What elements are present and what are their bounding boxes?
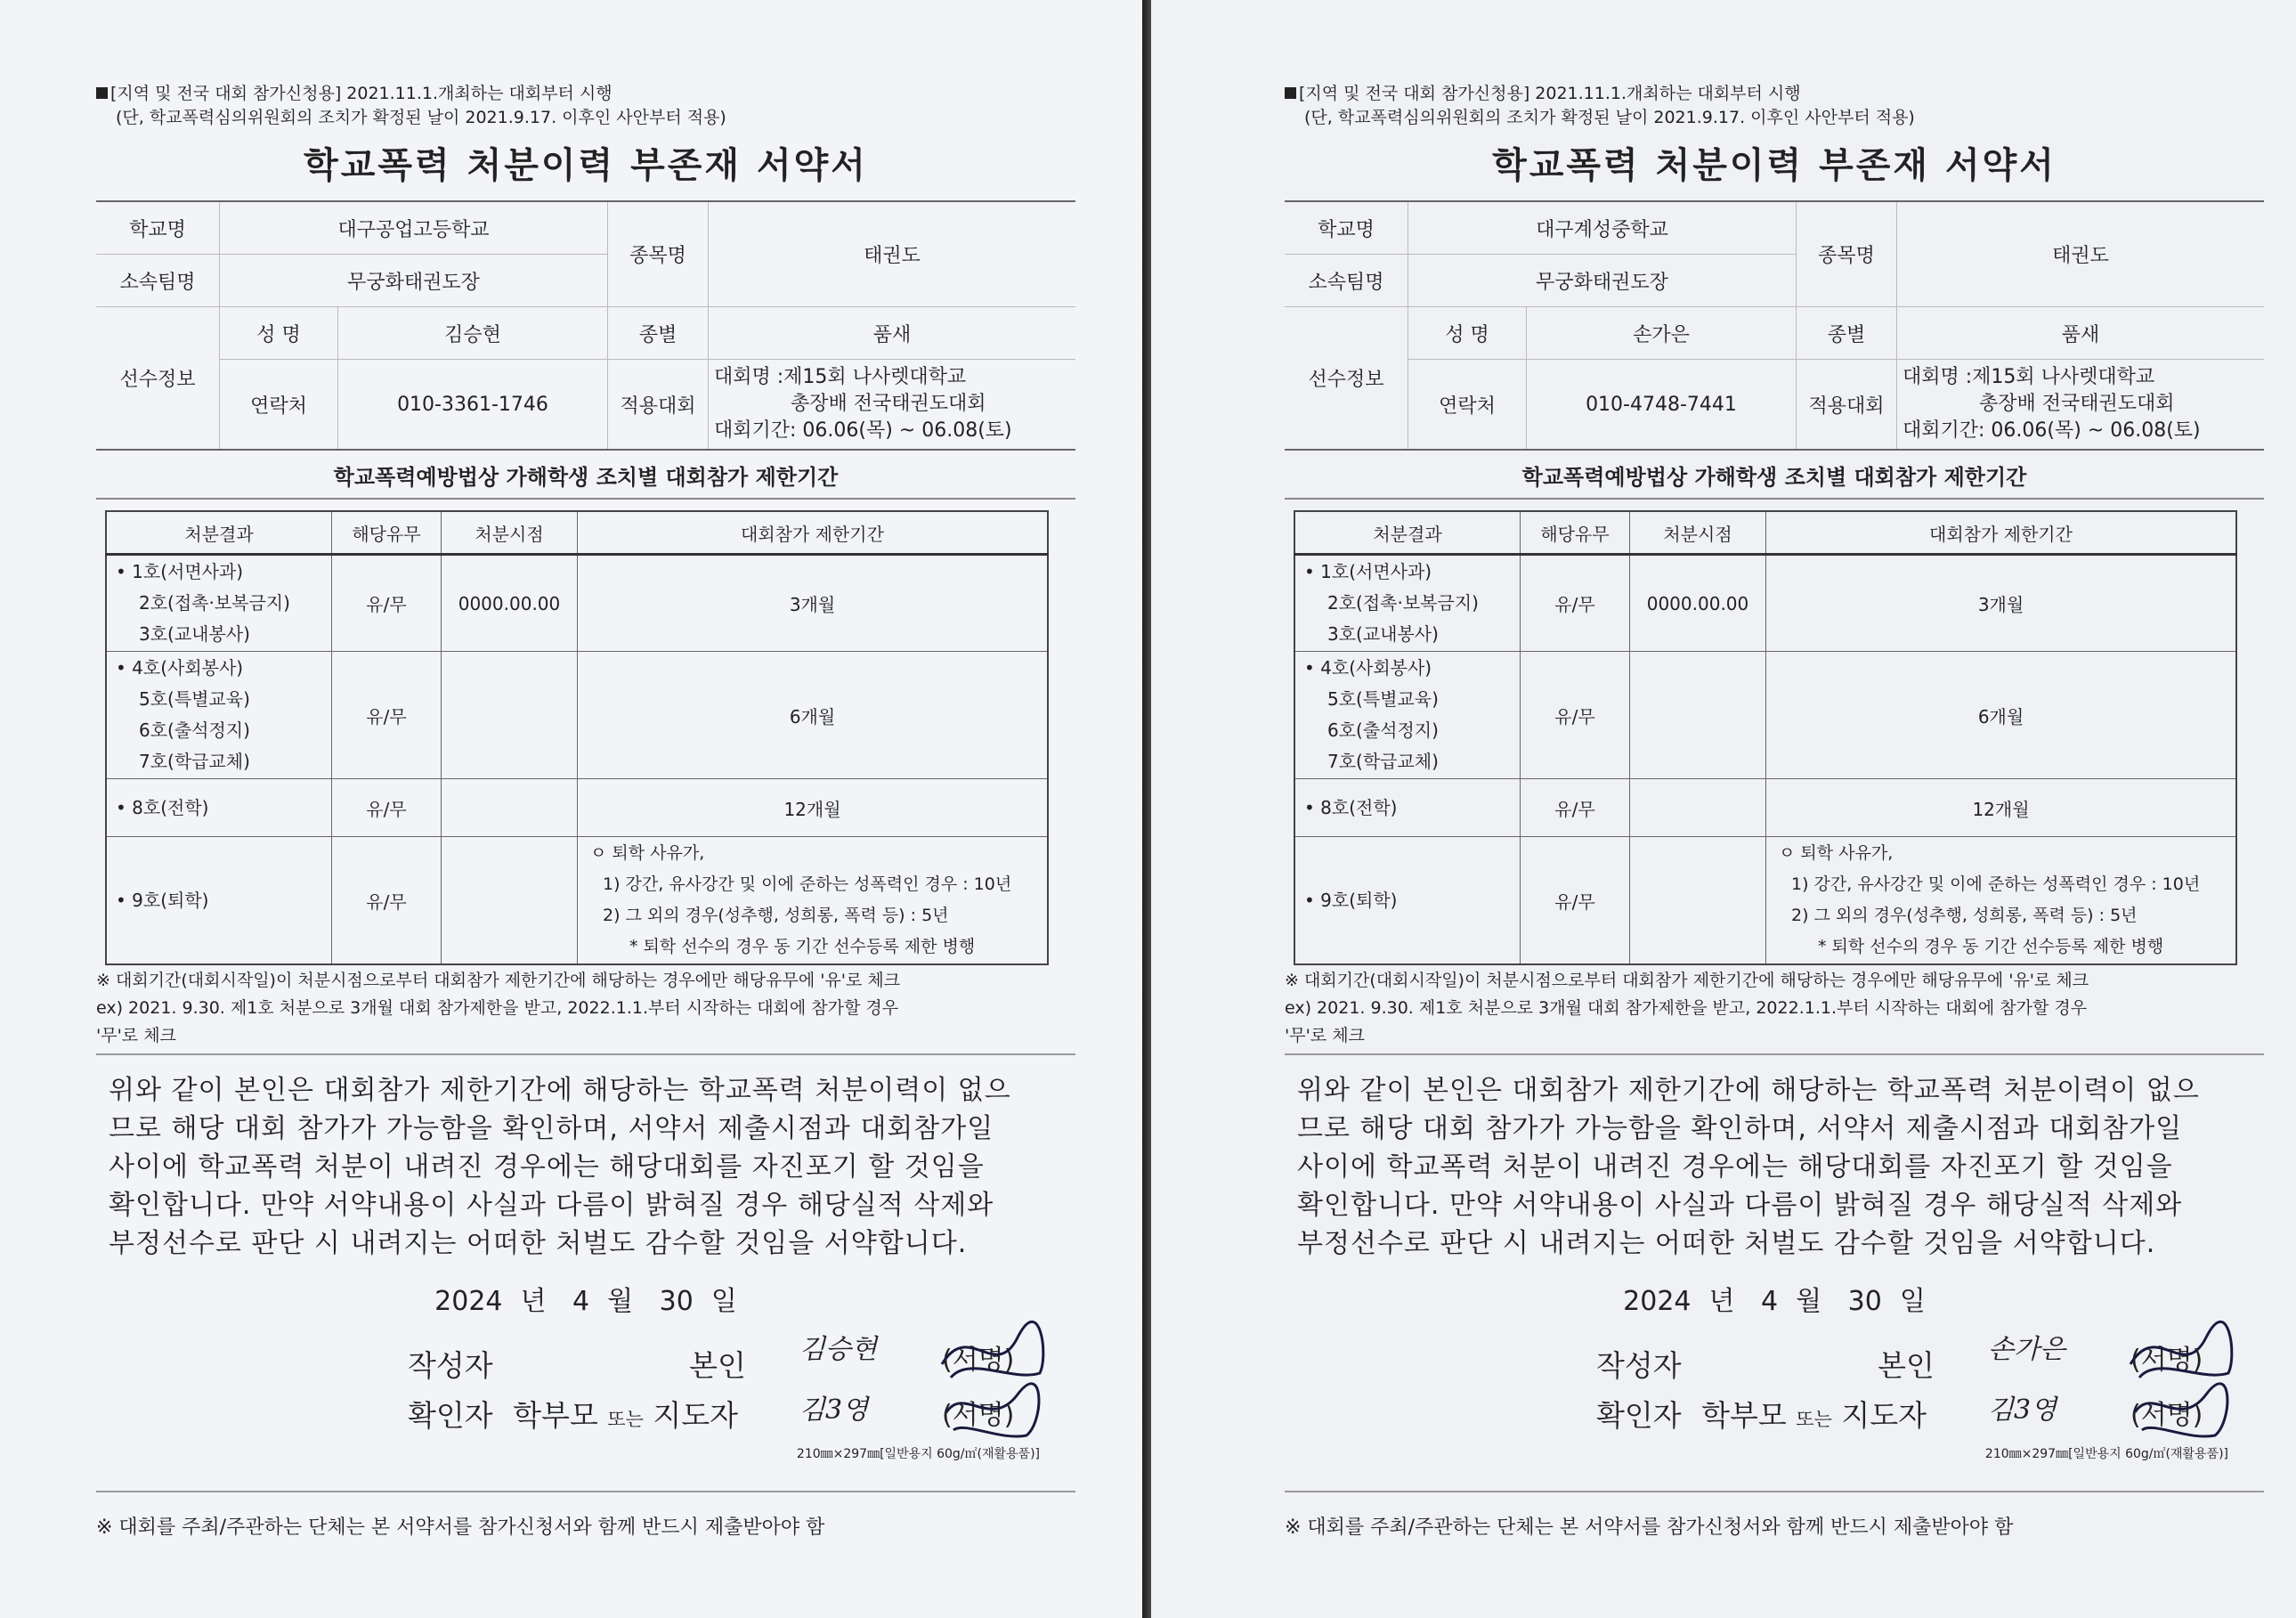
table-row [106, 652, 1048, 779]
disposition-date-cell [1630, 779, 1766, 837]
disposition-cell [106, 652, 332, 779]
date-month: 4 [572, 1286, 590, 1317]
restriction-table [105, 510, 1049, 965]
restriction-subtitle: 학교폭력예방법상 가해학생 조치별 대회참가 제한기간 [96, 451, 1075, 500]
restriction-period-cell: 6개월 [1766, 652, 2237, 779]
coach-seal-scribble [2126, 1377, 2251, 1448]
col-header: 처분결과 [106, 511, 332, 555]
table-row [106, 779, 1048, 837]
col-header: 처분시점 [1630, 511, 1766, 555]
col-header: 해당유무 [1521, 511, 1630, 555]
date-year: 2024 [434, 1286, 503, 1317]
label-category: 종별 [608, 307, 709, 360]
self-seal-label: (서명) [942, 1345, 1015, 1376]
footer-note: ※ 대회를 주최/주관하는 단체는 본 서약서를 참가신청서와 함께 반드시 제출받아야 함 [1285, 1491, 2264, 1540]
disposition-line: 5호(특별교육) [139, 688, 250, 710]
disposition-cell: • 8호(전학) [1294, 779, 1521, 837]
date-day: 30 [659, 1286, 694, 1317]
disposition-cell [1294, 555, 1521, 652]
date-day: 30 [1847, 1286, 1882, 1317]
pledge-line: 사이에 학교폭력 처분이 내려진 경우에는 해당대회를 자진포기 할 것임을 [109, 1151, 985, 1183]
pledge-line: 확인합니다. 만약 서약내용이 사실과 다름이 밝혀질 경우 해당실적 삭제와 [109, 1190, 994, 1221]
value-meet [1897, 360, 2265, 451]
meet-period-line: 대회기간: 06.06(목) ~ 06.08(토) [1903, 419, 2201, 442]
pledge-text [109, 1071, 1075, 1263]
value-name: 김승현 [338, 307, 608, 360]
expulsion-line: 1) 강간, 유사강간 및 이에 준하는 성폭력인 경우 : 10년 [603, 874, 1012, 894]
disposition-line: • 1호(서면사과) [116, 561, 244, 582]
label-school: 학교명 [96, 201, 220, 255]
paper-spec: 210㎜×297㎜[일반용지 60g/㎡(재활용품)] [796, 1447, 1040, 1461]
col-header: 처분결과 [1294, 511, 1521, 555]
expulsion-line: 1) 강간, 유사강간 및 이에 준하는 성폭력인 경우 : 10년 [1791, 874, 2201, 894]
footer-note: ※ 대회를 주최/주관하는 단체는 본 서약서를 참가신청서와 함께 반드시 제출받아야 함 [96, 1491, 1075, 1540]
label-athlete-info: 선수정보 [1285, 307, 1408, 451]
confirmer-row [408, 1393, 738, 1435]
author-label: 작성자 [1596, 1348, 1682, 1383]
pledge-line: 므로 해당 대회 참가가 가능함을 확인하며, 서약서 제출시점과 대회참가일 [1297, 1113, 2183, 1144]
restriction-period-cell: 3개월 [578, 555, 1049, 652]
applicable-cell: 유/무 [332, 837, 442, 965]
disposition-date-cell [442, 837, 578, 965]
date-day-unit: 일 [1899, 1286, 1926, 1317]
disposition-line: 3호(교내봉사) [1327, 623, 1439, 645]
label-team: 소속팀명 [1285, 255, 1408, 307]
disposition-line: • 1호(서면사과) [1304, 561, 1432, 582]
disposition-cell [106, 555, 332, 652]
value-school: 대구계성중학교 [1408, 201, 1797, 255]
label-category: 종별 [1797, 307, 1897, 360]
coach-seal-scribble [937, 1377, 1062, 1448]
pledge-date [96, 1279, 1075, 1318]
disposition-line: 7호(학급교체) [1327, 751, 1439, 772]
col-header: 해당유무 [332, 511, 442, 555]
applicable-cell: 유/무 [1521, 837, 1630, 965]
expulsion-line: * 퇴학 선수의 경우 동 기간 선수등록 제한 병행 [1818, 937, 2164, 956]
value-category: 품새 [1897, 307, 2265, 360]
coach-seal-label: (서명) [942, 1400, 1015, 1431]
self-signature: 손가은 [1988, 1334, 2065, 1365]
value-school: 대구공업고등학교 [220, 201, 608, 255]
header-note-sub: (단, 학교폭력심의위원회의 조치가 확정된 날이 2021.9.17. 이후인 사안부터 적용) [116, 108, 726, 127]
pledge-form-right [1151, 0, 2296, 1618]
self-signature: 김승현 [799, 1334, 877, 1365]
label-event: 종목명 [1797, 201, 1897, 307]
divider [1285, 1053, 2264, 1055]
meet-name-line: 대회명 :제15회 나사렛대학교 [1903, 366, 2155, 388]
label-name: 성 명 [1408, 307, 1527, 360]
disposition-cell: • 8호(전학) [106, 779, 332, 837]
coach-label: 지도자 [653, 1398, 738, 1433]
value-meet [709, 360, 1076, 451]
restriction-period-cell [1766, 837, 2237, 965]
author-label: 작성자 [408, 1348, 493, 1383]
disposition-cell: • 9호(퇴학) [106, 837, 332, 965]
disposition-date-cell [442, 779, 578, 837]
label-school: 학교명 [1285, 201, 1408, 255]
disposition-line: 7호(학급교체) [139, 751, 250, 772]
value-contact: 010-3361-1746 [338, 360, 608, 451]
label-contact: 연락처 [220, 360, 338, 451]
disposition-date-cell [442, 652, 578, 779]
applicable-cell: 유/무 [1521, 779, 1630, 837]
meet-period-line: 대회기간: 06.06(목) ~ 06.08(토) [714, 419, 1012, 442]
label-event: 종목명 [608, 201, 709, 307]
confirmer-row [1596, 1393, 1927, 1435]
disposition-line: 2호(접촉·보복금지) [1327, 592, 1479, 614]
restriction-period-cell [578, 837, 1049, 965]
divider [96, 1053, 1075, 1055]
applicable-cell: 유/무 [332, 779, 442, 837]
col-header: 처분시점 [442, 511, 578, 555]
value-event: 태권도 [709, 201, 1076, 307]
restriction-table [1294, 510, 2237, 965]
col-header: 대회참가 제한기간 [1766, 511, 2237, 555]
square-bullet-icon [1285, 87, 1296, 99]
expulsion-line: * 퇴학 선수의 경우 동 기간 선수등록 제한 병행 [629, 937, 976, 956]
confirmer-label: 확인자 [408, 1398, 493, 1433]
confirmer-label: 확인자 [1596, 1398, 1682, 1433]
label-name: 성 명 [220, 307, 338, 360]
value-event: 태권도 [1897, 201, 2265, 307]
applicable-cell: 유/무 [1521, 555, 1630, 652]
pledge-line: 므로 해당 대회 참가가 가능함을 확인하며, 서약서 제출시점과 대회참가일 [109, 1113, 994, 1144]
table-row [106, 555, 1048, 652]
disposition-line: 3호(교내봉사) [139, 623, 250, 645]
footnote-example: ex) 2021. 9.30. 제1호 처분으로 3개월 대회 참가제한을 받고, 2022.1.1.부터 시작하는 대회에 참가할 경우 [96, 998, 899, 1018]
meet-name-line: 총장배 전국태권도대회 [1979, 393, 2175, 415]
label-applicable-meet: 적용대회 [1797, 360, 1897, 451]
form-body [1285, 82, 2264, 1540]
or-label: 또는 [607, 1409, 644, 1430]
col-header: 대회참가 제한기간 [578, 511, 1049, 555]
table-row [1294, 555, 2236, 652]
date-day-unit: 일 [710, 1286, 737, 1317]
pledge-line: 위와 같이 본인은 대회참가 제한기간에 해당하는 학교폭력 처분이력이 없으 [1297, 1075, 2200, 1106]
meet-name-line: 총장배 전국태권도대회 [791, 393, 986, 415]
paper-spec: 210㎜×297㎜[일반용지 60g/㎡(재활용품)] [1984, 1447, 2228, 1461]
value-team: 무궁화태권도장 [1408, 255, 1797, 307]
self-label: 본인 [1878, 1348, 1935, 1383]
meet-name-line: 대회명 :제15회 나사렛대학교 [714, 366, 967, 388]
form-title: 학교폭력 처분이력 부존재 서약서 [304, 145, 868, 186]
disposition-line: • 4호(사회봉사) [116, 657, 244, 679]
disposition-line: 6호(출석정지) [139, 720, 250, 741]
pledge-line: 확인합니다. 만약 서약내용이 사실과 다름이 밝혀질 경우 해당실적 삭제와 [1297, 1190, 2183, 1221]
value-category: 품새 [709, 307, 1076, 360]
table-row [1294, 779, 2236, 837]
form-title: 학교폭력 처분이력 부존재 서약서 [1492, 145, 2057, 186]
footnote-example-cont: '무'로 체크 [96, 1026, 176, 1045]
restriction-period-cell: 3개월 [1766, 555, 2237, 652]
disposition-cell [1294, 652, 1521, 779]
form-body [96, 82, 1075, 1540]
pledge-line: 사이에 학교폭력 처분이 내려진 경우에는 해당대회를 자진포기 할 것임을 [1297, 1151, 2173, 1183]
expulsion-line: 2) 그 외의 경우(성추행, 성희롱, 폭력 등) : 5년 [603, 906, 949, 925]
author-row [408, 1343, 746, 1385]
value-team: 무궁화태권도장 [220, 255, 608, 307]
pledge-line: 부정선수로 판단 시 내려지는 어떠한 처벌도 감수할 것임을 서약합니다. [109, 1228, 968, 1259]
applicable-cell: 유/무 [332, 652, 442, 779]
expulsion-line: 2) 그 외의 경우(성추행, 성희롱, 폭력 등) : 5년 [1791, 906, 2138, 925]
date-year: 2024 [1623, 1286, 1692, 1317]
pledge-line: 부정선수로 판단 시 내려지는 어떠한 처벌도 감수할 것임을 서약합니다. [1297, 1228, 2156, 1259]
table-row [106, 837, 1048, 965]
footnote-example-cont: '무'로 체크 [1285, 1026, 1365, 1045]
value-contact: 010-4748-7441 [1527, 360, 1797, 451]
restriction-period-cell: 12개월 [1766, 779, 2237, 837]
page-gap [1142, 0, 1151, 1618]
applicable-cell: 유/무 [332, 555, 442, 652]
author-row [1596, 1343, 1935, 1385]
pledge-date [1285, 1279, 2264, 1318]
header-note: [지역 및 전국 대회 참가신청용] 2021.11.1.개최하는 대회부터 시행 [96, 82, 1075, 106]
applicant-info-table [96, 200, 1075, 451]
date-month: 4 [1761, 1286, 1779, 1317]
date-month-unit: 월 [1796, 1286, 1822, 1317]
pledge-text [1297, 1071, 2264, 1263]
square-bullet-icon [96, 87, 108, 99]
disposition-line: 5호(특별교육) [1327, 688, 1439, 710]
disposition-cell: • 9호(퇴학) [1294, 837, 1521, 965]
self-label: 본인 [689, 1348, 746, 1383]
table-row [1294, 837, 2236, 965]
disposition-line: • 4호(사회봉사) [1304, 657, 1432, 679]
label-athlete-info: 선수정보 [96, 307, 220, 451]
restriction-period-cell: 6개월 [578, 652, 1049, 779]
signature-block [1285, 1332, 2264, 1461]
date-year-unit: 년 [1708, 1286, 1735, 1317]
disposition-date-cell: 0000.00.00 [1630, 555, 1766, 652]
value-name: 손가은 [1527, 307, 1797, 360]
applicant-info-table [1285, 200, 2264, 451]
pledge-line: 위와 같이 본인은 대회참가 제한기간에 해당하는 학교폭력 처분이력이 없으 [109, 1075, 1011, 1106]
date-month-unit: 월 [607, 1286, 634, 1317]
parent-label: 학부모 [1701, 1398, 1787, 1433]
disposition-date-cell [1630, 837, 1766, 965]
signature-block [96, 1332, 1075, 1461]
header-note: [지역 및 전국 대회 참가신청용] 2021.11.1.개최하는 대회부터 시행 [1285, 82, 2264, 106]
disposition-line: 2호(접촉·보복금지) [139, 592, 290, 614]
restriction-period-cell: 12개월 [578, 779, 1049, 837]
pledge-form-left [0, 0, 1142, 1618]
restriction-subtitle: 학교폭력예방법상 가해학생 조치별 대회참가 제한기간 [1285, 451, 2264, 500]
label-team: 소속팀명 [96, 255, 220, 307]
coach-label: 지도자 [1841, 1398, 1927, 1433]
label-contact: 연락처 [1408, 360, 1527, 451]
footnote-check: ※ 대회기간(대회시작일)이 처분시점으로부터 대회참가 제한기간에 해당하는 경우에만 해당유무에 '유'로 체크 [1285, 971, 2089, 990]
disposition-line: 6호(출석정지) [1327, 720, 1439, 741]
expulsion-line: ㅇ 퇴학 사유가, [590, 843, 705, 863]
or-label: 또는 [1796, 1409, 1832, 1430]
applicable-cell: 유/무 [1521, 652, 1630, 779]
coach-seal-label: (서명) [2130, 1400, 2203, 1431]
date-year-unit: 년 [520, 1286, 547, 1317]
self-seal-label: (서명) [2130, 1345, 2203, 1376]
disposition-date-cell: 0000.00.00 [442, 555, 578, 652]
table-row [1294, 652, 2236, 779]
coach-signature: 김3영 [799, 1394, 869, 1426]
footnote-example: ex) 2021. 9.30. 제1호 처분으로 3개월 대회 참가제한을 받고, 2022.1.1.부터 시작하는 대회에 참가할 경우 [1285, 998, 2088, 1018]
coach-signature: 김3영 [1988, 1394, 2057, 1426]
disposition-date-cell [1630, 652, 1766, 779]
label-applicable-meet: 적용대회 [608, 360, 709, 451]
parent-label: 학부모 [513, 1398, 598, 1433]
footnote-check: ※ 대회기간(대회시작일)이 처분시점으로부터 대회참가 제한기간에 해당하는 경우에만 해당유무에 '유'로 체크 [96, 971, 901, 990]
header-note-sub: (단, 학교폭력심의위원회의 조치가 확정된 날이 2021.9.17. 이후인 사안부터 적용) [1304, 108, 1915, 127]
expulsion-line: ㅇ 퇴학 사유가, [1779, 843, 1894, 863]
